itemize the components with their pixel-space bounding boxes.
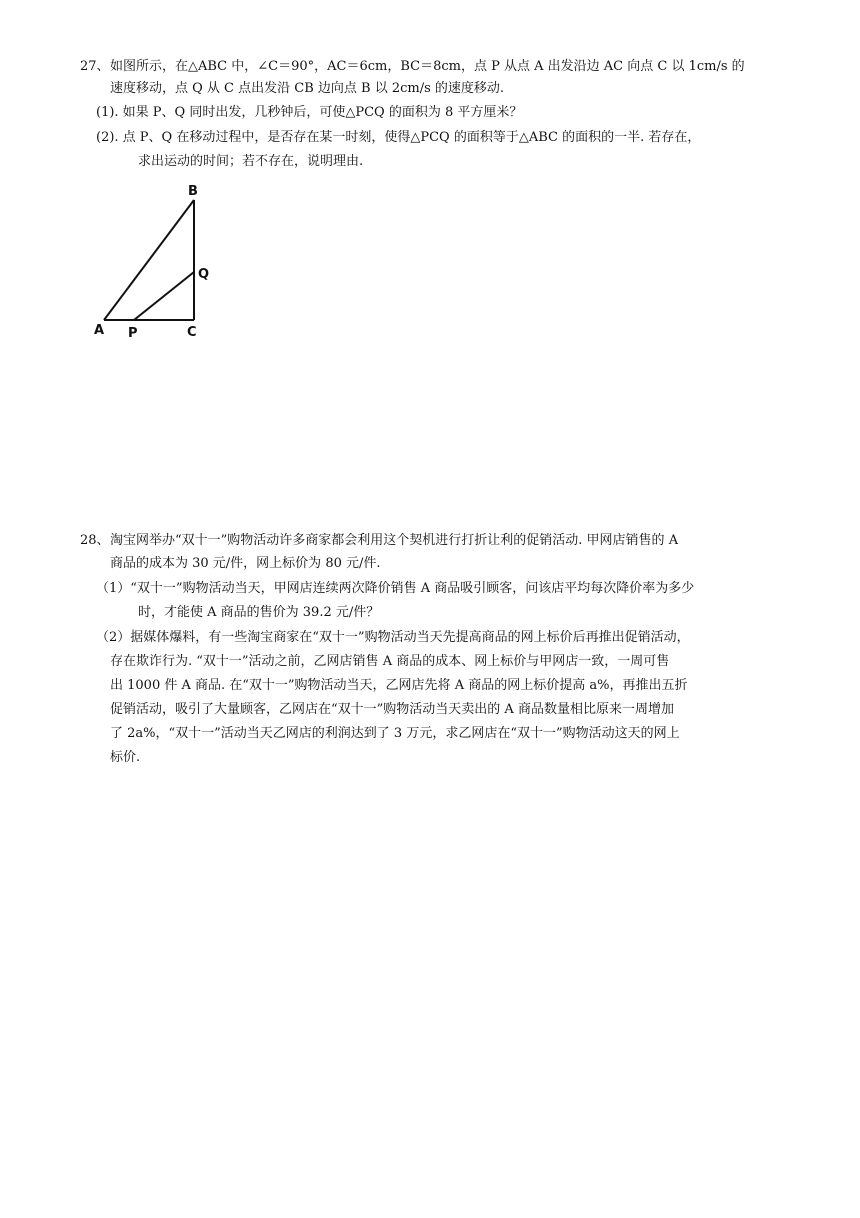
q28-sub1-line-1: （1）“双十一”购物活动当天，甲网店连续两次降价销售 A 商品吸引顾客，问该店平均每次降价率为多少 (96, 581, 695, 596)
q27-text-line-1: 如图所示，在△ABC 中，∠C＝90°，AC＝6cm，BC＝8cm，点 P 从点 A 出发沿边 AC 向点 C 以 1cm/s 的 (110, 59, 745, 74)
q27-text-line-2: 速度移动，点 Q 从 C 点出发沿 CB 边向点 B 以 2cm/s 的速度移动. (110, 81, 505, 96)
segment-ab (104, 200, 194, 320)
q28-sub2-line-6: 标价. (110, 750, 141, 765)
q28-text-line-2: 商品的成本为 30 元/件，网上标价为 80 元/件. (110, 556, 381, 571)
q27-sub1: (1). 如果 P、Q 同时出发，几秒钟后，可使△PCQ 的面积为 8 平方厘米？ (96, 105, 523, 120)
q28-number: 28、 (80, 533, 110, 548)
label-b: B (188, 184, 198, 199)
q28-sub2-line-4: 促销活动，吸引了大量顾客，乙网店在“双十一”购物活动当天卖出的 A 商品数量相比原来一周增加 (110, 702, 674, 717)
q28-sub2-line-5: 了 2a%，“双十一”活动当天乙网店的利润达到了 3 万元，求乙网店在“双十一”购物活动这天的网上 (110, 726, 680, 741)
q28-sub2-line-2: 存在欺诈行为. “双十一”活动之前，乙网店销售 A 商品的成本、网上标价与甲网店一致，一周可售 (110, 654, 670, 669)
q27-number: 27、 (80, 59, 110, 74)
segment-pq (134, 272, 194, 320)
q28-sub1-line-2: 时，才能使 A 商品的售价为 39.2 元/件？ (138, 605, 380, 620)
q28-sub2-line-3: 出 1000 件 A 商品. 在“双十一”购物活动当天，乙网店先将 A 商品的网上标价提高 a%，再推出五折 (110, 678, 688, 693)
label-p: P (128, 326, 138, 341)
label-a: A (94, 323, 105, 338)
label-q: Q (198, 267, 210, 282)
q28-text-line-1: 淘宝网举办“双十一”购物活动许多商家都会利用这个契机进行打折让利的促销活动. 甲网店销售的 A (110, 533, 679, 548)
q27-sub2-line-2: 求出运动的时间；若不存在，说明理由. (138, 154, 364, 169)
triangle-figure (90, 180, 220, 345)
label-c: C (187, 325, 197, 340)
q27-sub2-line-1: (2). 点 P、Q 在移动过程中，是否存在某一时刻，使得△PCQ 的面积等于△ABC 的面积的一半. 若存在， (96, 130, 701, 145)
q28-sub2-line-1: （2）据媒体爆料，有一些淘宝商家在“双十一”购物活动当天先提高商品的网上标价后再推出促销活动， (96, 630, 690, 645)
